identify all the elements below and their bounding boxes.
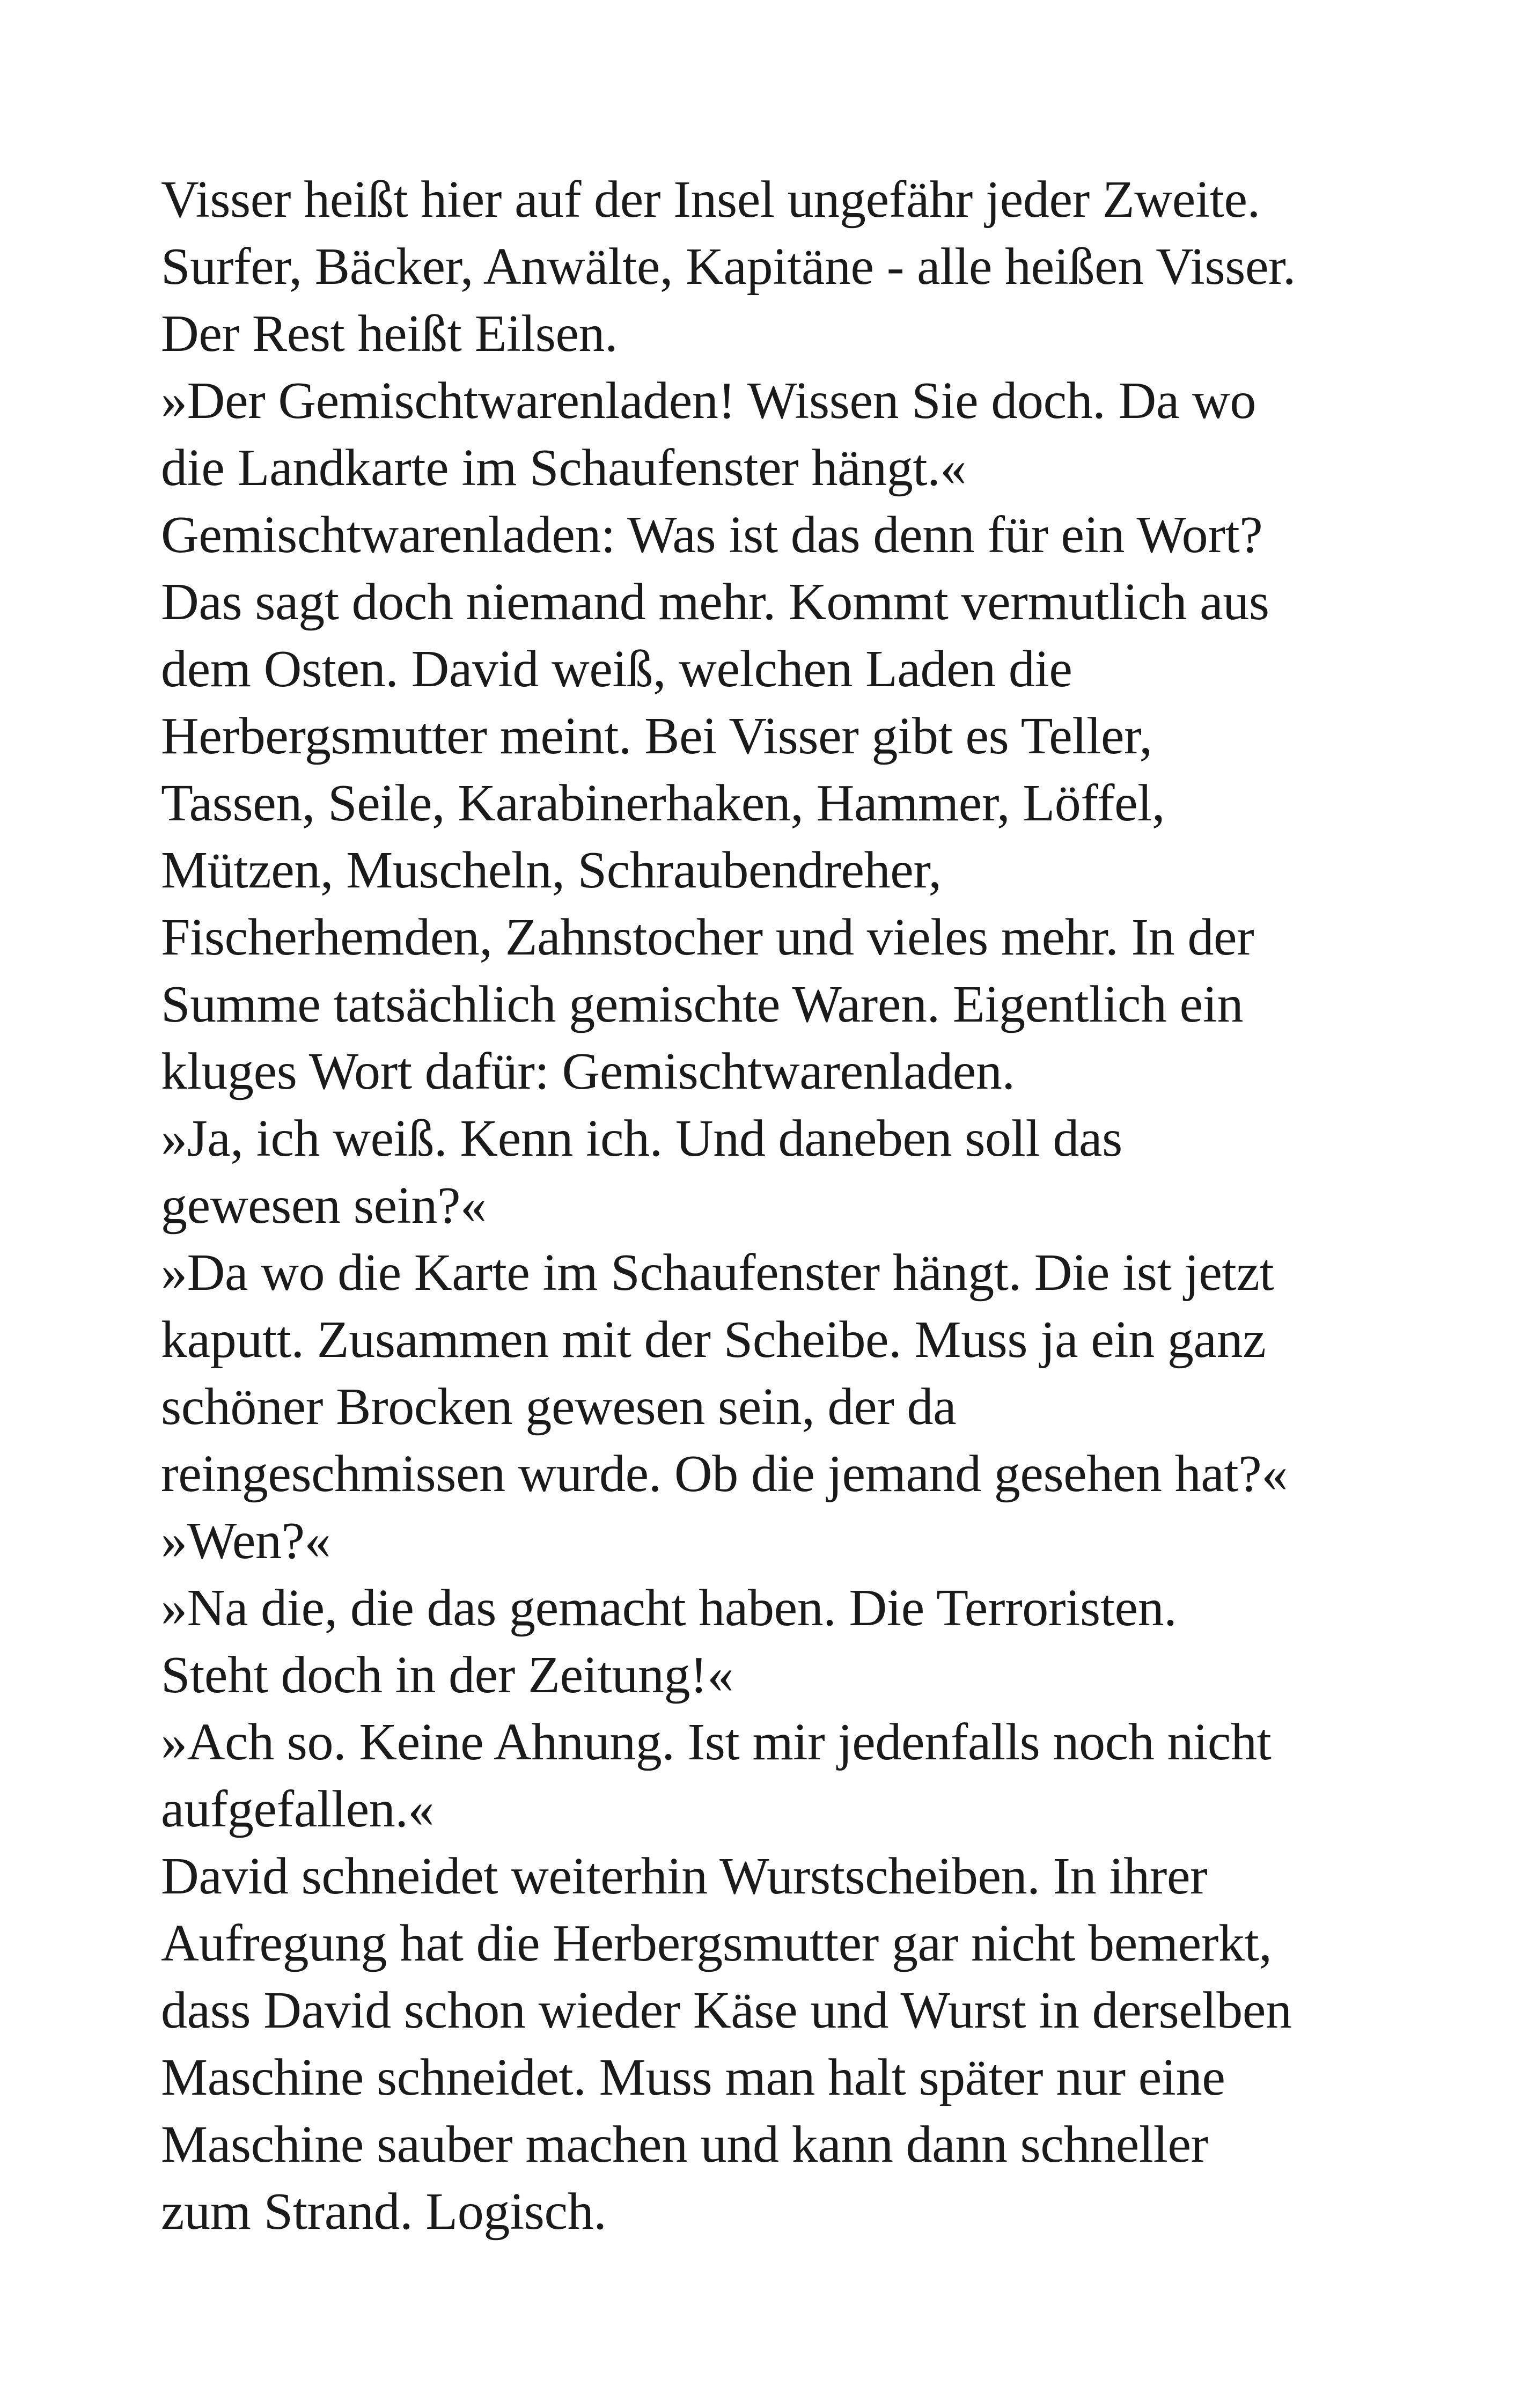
text-line: »Ach so. Keine Ahnung. Ist mir jedenfalls noch nicht [161,1713,1272,1771]
text-line: Mützen, Muscheln, Schraubendreher, [161,841,942,899]
text-line: »Wen?« [161,1512,331,1570]
text-line: Summe tatsächlich gemischte Waren. Eigentlich ein [161,975,1244,1033]
text-line: kaputt. Zusammen mit der Scheibe. Muss ja ein ganz [161,1311,1266,1369]
text-line: Maschine sauber machen und kann dann schneller [161,2116,1208,2174]
text-line: Herbergsmutter meint. Bei Visser gibt es Teller, [161,707,1152,765]
text-line: Der Rest heißt Eilsen. [161,305,618,363]
text-line: David schneidet weiterhin Wurstscheiben. In ihrer [161,1847,1208,1905]
text-line: kluges Wort dafür: Gemischtwarenladen. [161,1043,1015,1100]
text-line: Visser heißt hier auf der Insel ungefähr jeder Zweite. [161,171,1260,229]
text-line: dem Osten. David weiß, welchen Laden die [161,640,1072,698]
text-line: gewesen sein?« [161,1177,487,1235]
text-line: schöner Brocken gewesen sein, der da [161,1378,957,1436]
text-line: »Der Gemischtwarenladen! Wissen Sie doch. Da wo [161,372,1257,430]
text-line: Gemischtwarenladen: Was ist das denn für ein Wort? [161,506,1263,564]
text-line: »Da wo die Karte im Schaufenster hängt. Die ist jetzt [161,1244,1274,1302]
text-line: Maschine schneidet. Muss man halt später nur eine [161,2049,1225,2106]
text-line: Fischerhemden, Zahnstocher und vieles mehr. In der [161,908,1254,966]
text-line: die Landkarte im Schaufenster hängt.« [161,439,966,497]
text-line: aufgefallen.« [161,1780,435,1838]
text-line: dass David schon wieder Käse und Wurst in derselben [161,1981,1292,2039]
text-line: »Ja, ich weiß. Kenn ich. Und daneben soll das [161,1110,1122,1168]
text-line: Aufregung hat die Herbergsmutter gar nicht bemerkt, [161,1914,1272,1972]
text-line: Surfer, Bäcker, Anwälte, Kapitäne - alle heißen Visser. [161,238,1296,296]
text-line: Steht doch in der Zeitung!« [161,1646,733,1704]
text-line: »Na die, die das gemacht haben. Die Terroristen. [161,1579,1177,1637]
text-line: zum Strand. Logisch. [161,2183,607,2241]
text-line: reingeschmissen wurde. Ob die jemand gesehen hat?« [161,1445,1288,1503]
text-line: Das sagt doch niemand mehr. Kommt vermutlich aus [161,573,1269,631]
text-line: Tassen, Seile, Karabinerhaken, Hammer, Löffel, [161,774,1165,832]
body-text [161,166,1373,2245]
